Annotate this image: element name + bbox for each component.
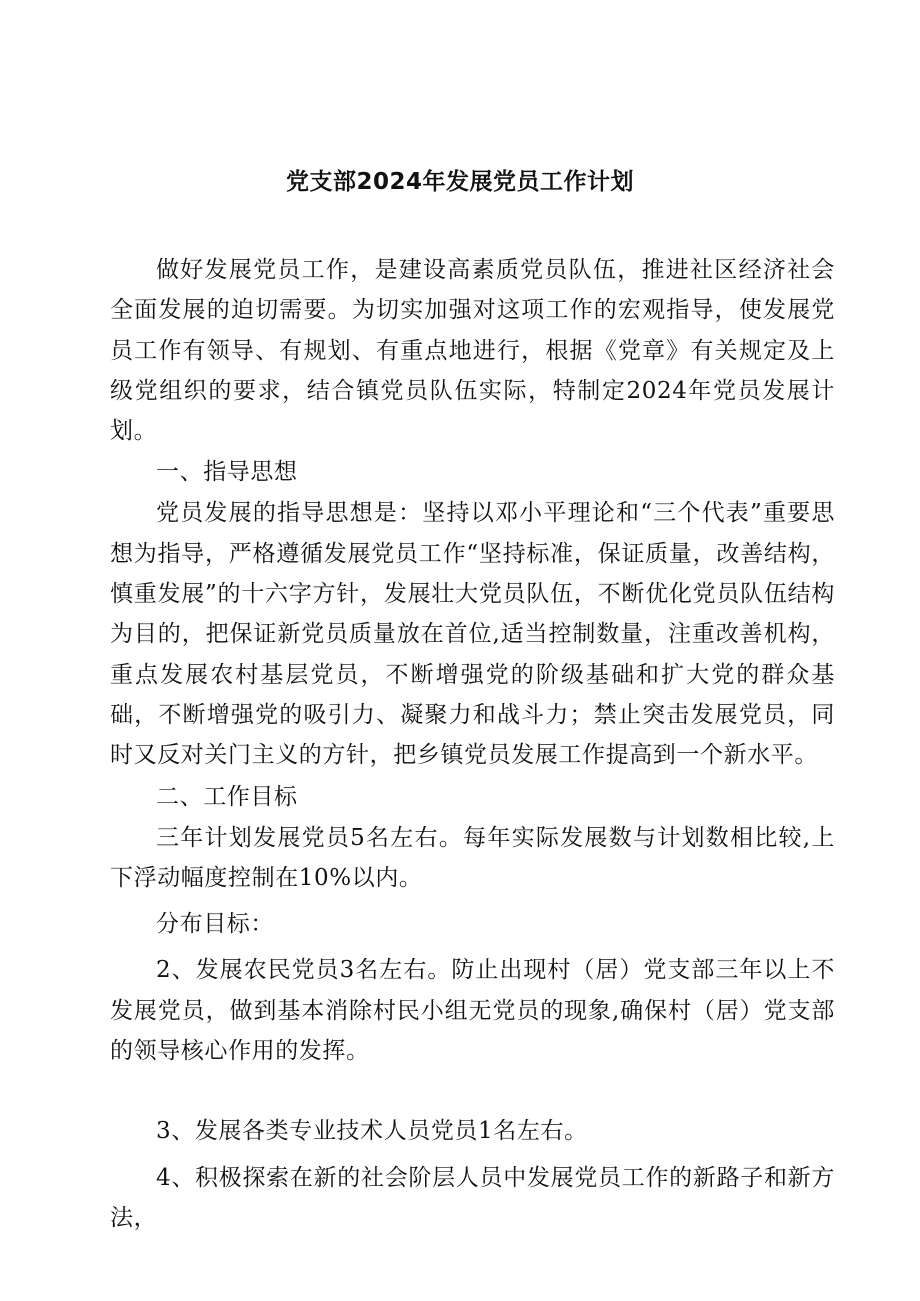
paragraph-goal-4: 4、积极探索在新的社会阶层人员中发展党员工作的新路子和新方法， xyxy=(110,1164,835,1231)
paragraph-distribution-goals: 分布目标： xyxy=(156,911,274,938)
document-title: 党支部2024年发展党员工作计划 xyxy=(285,169,634,195)
document-body xyxy=(110,250,835,1238)
paragraph-goal-2: 2、发展农民党员3名左右。防止出现村（居）党支部三年以上不发展党员，做到基本消除村民小组无党员的现象,确保村（居）党支部的领导核心作用的发挥。 xyxy=(110,957,835,1065)
paragraph-three-year-plan: 三年计划发展党员5名左右。每年实际发展数与计划数相比较,上下浮动幅度控制在10%以内。 xyxy=(110,824,835,891)
paragraph-intro: 做好发展党员工作，是建设高素质党员队伍，推进社区经济社会全面发展的迫切需要。为切实加强对这项工作的宏观指导，使发展党员工作有领导、有规划、有重点地进行，根据《党章》有关规定及上级党组织的要求，结合镇党员队伍实际，特制定2024年党员发展计划。 xyxy=(110,257,835,445)
heading-work-goals: 二、工作目标 xyxy=(156,783,298,810)
heading-guiding-ideology: 一、指导思想 xyxy=(156,459,298,486)
paragraph-guiding-ideology: 党员发展的指导思想是：坚持以邓小平理论和“三个代表”重要思想为指导，严格遵循发展党员工作“坚持标准，保证质量，改善结构，慎重发展”的十六字方针，发展壮大党员队伍，不断优化党员队伍结构为目的，把保证新党员质量放在首位,适当控制数量，注重改善机构，重点发展农村基层党员，不断增强党的阶级基础和扩大党的群众基础，不断增强党的吸引力、凝聚力和战斗力；禁止突击发展党员，同时又反对关门主义的方针，把乡镇党员发展工作提高到一个新水平。 xyxy=(110,500,835,769)
paragraph-goal-3: 3、发展各类专业技术人员党员1名左右。 xyxy=(156,1118,588,1145)
